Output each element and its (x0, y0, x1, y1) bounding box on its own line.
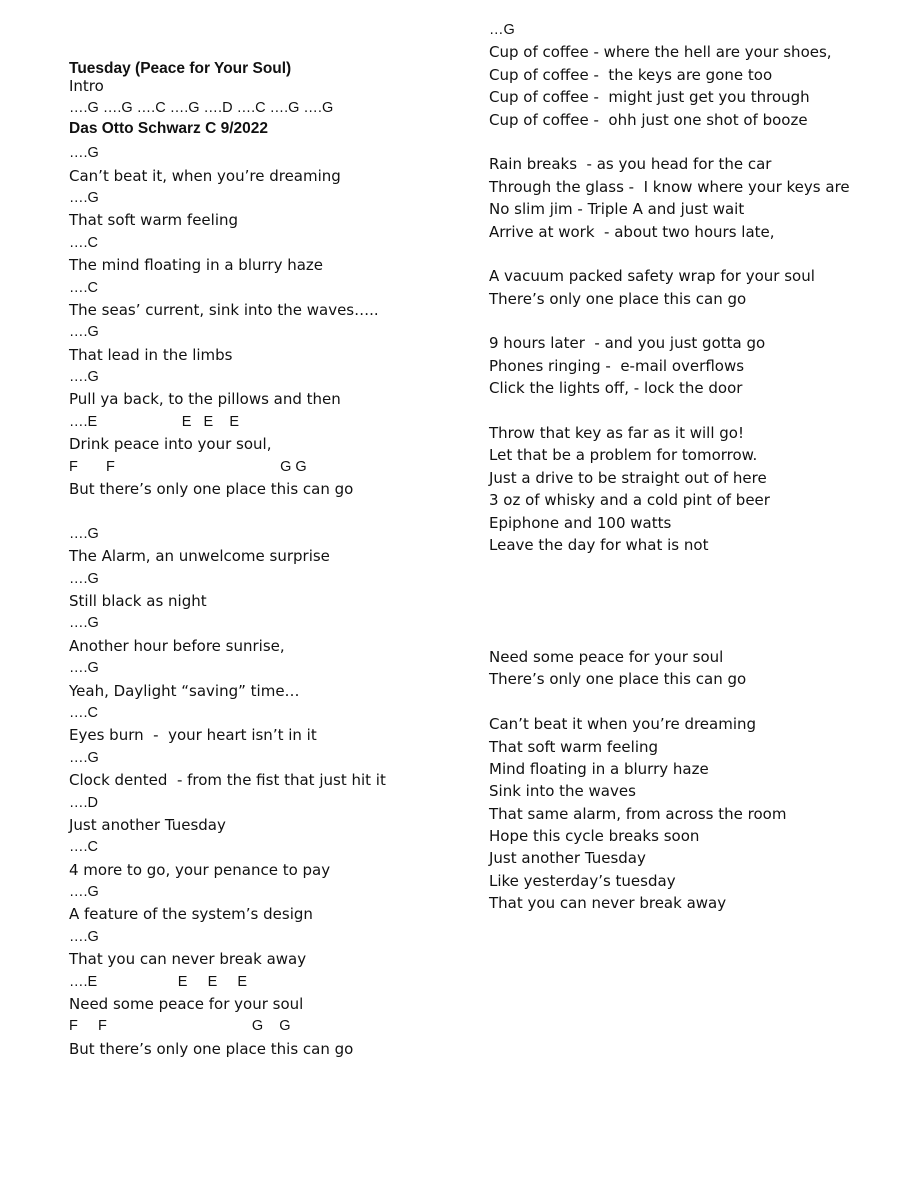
blank-line (489, 579, 909, 601)
chord-line: ….G (69, 928, 99, 945)
chord-line: F F G G (69, 458, 307, 475)
lyric-line: The mind floating in a blurry haze (69, 256, 324, 275)
lyric-line: But there’s only one place this can go (69, 480, 354, 499)
blank-line (69, 500, 469, 522)
chord-line: ….C (69, 839, 98, 856)
chord-line: ….G ….G ….C ….G ….D ….C ….G ….G (69, 100, 334, 117)
lyric-line: Arrive at work - about two hours late, (489, 222, 775, 241)
lyric-line: Intro (69, 77, 104, 95)
chord-line: ….C (69, 704, 98, 721)
lyric-line: There’s only one place this can go (489, 289, 747, 308)
lyric-line: Still black as night (69, 591, 207, 610)
blank-line (69, 120, 469, 142)
lyric-line: There’s only one place this can go (489, 670, 747, 689)
lyric-line: That same alarm, from across the room (489, 804, 787, 823)
lyric-line: Just another Tuesday (69, 815, 226, 834)
lyric-line: Clock dented - from the fist that just hit it (69, 771, 386, 790)
song-author-date: Das Otto Schwarz C 9/2022 (69, 120, 268, 137)
chord-line: ….D (69, 794, 98, 811)
blank-line (489, 310, 909, 332)
lyric-line: Through the glass - I know where your keys are (489, 177, 850, 196)
lyric-line: Hope this cycle breaks soon (489, 827, 700, 846)
lyric-line: Phones ringing - e-mail overflows (489, 356, 745, 375)
lyric-line: Eyes burn - your heart isn’t in it (69, 726, 317, 745)
chord-line: …G (489, 22, 515, 38)
blank-line (489, 624, 909, 646)
chord-line: ….C (69, 234, 98, 251)
chord-line: ….G (69, 369, 99, 386)
lyric-line: No slim jim - Triple A and just wait (489, 200, 745, 219)
chord-line: ….G (69, 660, 99, 677)
lyric-line: Can’t beat it, when you’re dreaming (69, 166, 341, 185)
lyric-line: Like yesterday’s tuesday (489, 871, 676, 890)
lyric-line: A feature of the system’s design (69, 905, 313, 924)
blank-line (489, 131, 909, 153)
lyric-line: Cup of coffee - the keys are gone too (489, 65, 773, 84)
song-title: Tuesday (Peace for Your Soul) (69, 60, 292, 77)
right-lyrics-column (489, 19, 909, 915)
lyric-line: Drink peace into your soul, (69, 435, 272, 454)
lyric-line: Throw that key as far as it will go! (489, 424, 744, 443)
lyric-line: A vacuum packed safety wrap for your soul (489, 267, 815, 286)
lyric-line: Sink into the waves (489, 782, 636, 801)
lyric-line: Rain breaks - as you head for the car (489, 155, 772, 174)
blank-line (489, 243, 909, 265)
lyric-line: That you can never break away (69, 950, 307, 969)
chord-line: ….E E E E (69, 973, 248, 990)
lyric-line: That lead in the limbs (69, 345, 233, 364)
chord-line: ….G (69, 189, 99, 206)
lyric-line: Cup of coffee - where the hell are your shoes, (489, 43, 832, 62)
lyric-line: Let that be a problem for tomorrow. (489, 446, 758, 465)
blank-line (489, 400, 909, 422)
lyric-line: Pull ya back, to the pillows and then (69, 390, 341, 409)
lyric-line: Mind floating in a blurry haze (489, 759, 709, 778)
chord-line: ….G (69, 525, 99, 542)
lyric-line: The Alarm, an unwelcome surprise (69, 547, 330, 566)
lyric-line: The seas’ current, sink into the waves….. (69, 300, 379, 319)
chord-line: ….G (69, 884, 99, 901)
lyric-line: 4 more to go, your penance to pay (69, 860, 331, 879)
chord-line: ….G (69, 324, 99, 341)
chord-line: ….E E E E (69, 413, 240, 430)
lyric-line: Yeah, Daylight “saving” time… (69, 681, 300, 700)
lyric-line: That soft warm feeling (69, 211, 239, 230)
chord-line: F F G G (69, 1018, 291, 1035)
lyric-line: 3 oz of whisky and a cold pint of beer (489, 491, 770, 510)
lyric-line: Another hour before sunrise, (69, 636, 285, 655)
lyric-line: Leave the day for what is not (489, 535, 709, 554)
lyric-line: But there’s only one place this can go (69, 1039, 354, 1058)
blank-line (489, 556, 909, 578)
lyric-line: Just a drive to be straight out of here (489, 468, 767, 487)
lyric-line: 9 hours later - and you just gotta go (489, 334, 766, 353)
lyric-line: Just another Tuesday (489, 849, 646, 868)
lyric-line: Cup of coffee - ohh just one shot of booze (489, 110, 808, 129)
left-lyrics-column (69, 75, 469, 1060)
chord-line: ….G (69, 615, 99, 632)
lyric-line: Need some peace for your soul (489, 647, 724, 666)
lyric-line: Can’t beat it when you’re dreaming (489, 715, 757, 734)
lyric-line: Need some peace for your soul (69, 995, 304, 1014)
chord-line: ….G (69, 749, 99, 766)
blank-line (489, 691, 909, 713)
blank-line (489, 601, 909, 623)
lyric-line: Click the lights off, - lock the door (489, 379, 743, 398)
lyric-line: That you can never break away (489, 894, 727, 913)
lyric-line: Epiphone and 100 watts (489, 513, 672, 532)
lyric-line: Cup of coffee - might just get you through (489, 88, 810, 107)
chord-line: ….G (69, 570, 99, 587)
chord-line: ….C (69, 279, 98, 296)
lyric-line: That soft warm feeling (489, 737, 659, 756)
chord-line: ….G (69, 145, 99, 162)
